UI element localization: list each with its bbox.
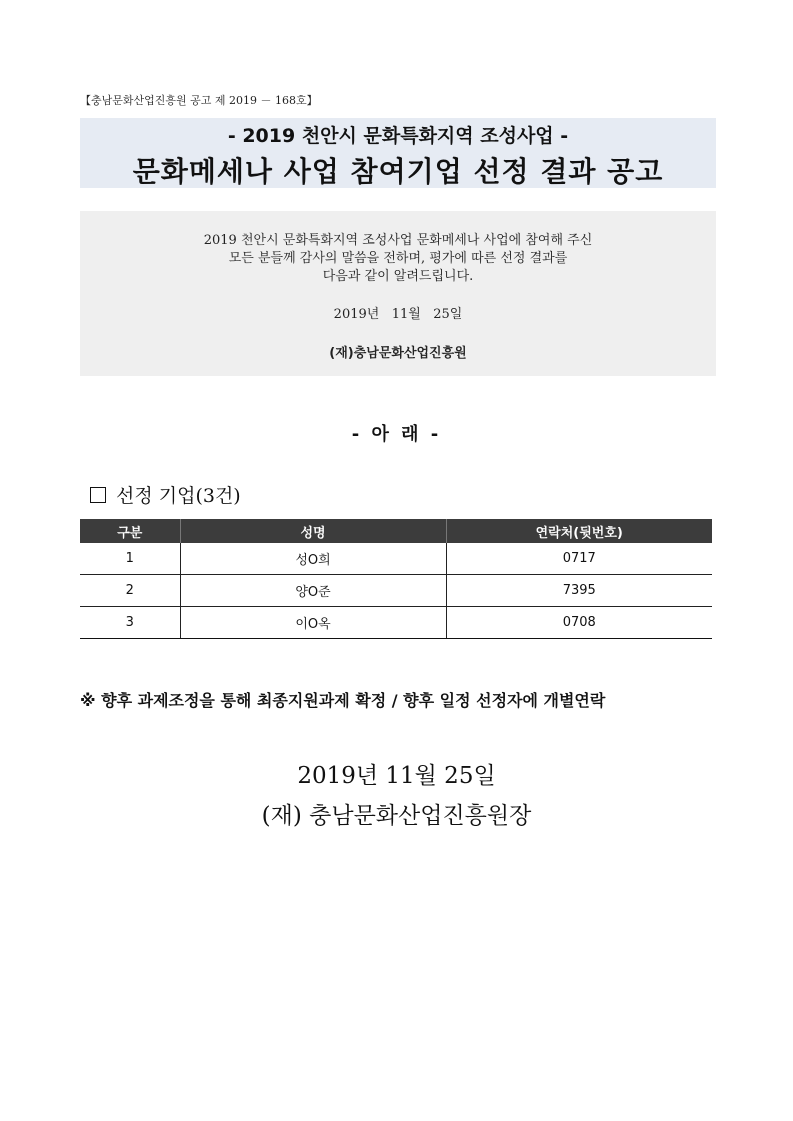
cell-number: 3 bbox=[80, 607, 180, 639]
cell-name: 양O준 bbox=[180, 575, 446, 607]
section-title bbox=[90, 481, 241, 508]
footer-date: 2019년 11월 25일 bbox=[297, 763, 496, 789]
cell-contact: 7395 bbox=[446, 575, 712, 607]
checkbox-icon bbox=[90, 487, 106, 503]
cell-number: 2 bbox=[80, 575, 180, 607]
selection-table bbox=[80, 519, 712, 639]
intro-line-2: 모든 분들께 감사의 말씀을 전하며, 평가에 따른 선정 결과를 bbox=[228, 251, 568, 266]
page-title: 문화메세나 사업 참여기업 선정 결과 공고 bbox=[132, 155, 664, 188]
table-row bbox=[80, 607, 712, 639]
title-subtitle: - 2019 천안시 문화특화지역 조성사업 - bbox=[227, 125, 569, 147]
intro-line-3: 다음과 같이 알려드립니다. bbox=[322, 269, 474, 284]
header-contact: 연락처(뒷번호) bbox=[446, 519, 712, 543]
follow-up-note: ※ 향후 과제조정을 통해 최종지원과제 확정 / 향후 일정 선정자에 개별연락 bbox=[80, 691, 606, 710]
footer-organization: (재) 충남문화산업진흥원장 bbox=[261, 803, 532, 829]
intro-line-1: 2019 천안시 문화특화지역 조성사업 문화메세나 사업에 참여해 주신 bbox=[203, 233, 593, 248]
cell-name: 이O옥 bbox=[180, 607, 446, 639]
below-heading: - 아 래 - bbox=[351, 424, 442, 445]
header-name: 성명 bbox=[180, 519, 446, 543]
title-banner bbox=[80, 118, 716, 188]
header-number: 구분 bbox=[80, 519, 180, 543]
cell-contact: 0717 bbox=[446, 543, 712, 575]
cell-number: 1 bbox=[80, 543, 180, 575]
notice-number: 【충남문화산업진흥원 공고 제 2019 － 168호】 bbox=[80, 94, 318, 107]
intro-organization: (재)충남문화산업진흥원 bbox=[329, 346, 467, 361]
intro-date: 2019년 11월 25일 bbox=[333, 307, 463, 322]
table-row bbox=[80, 575, 712, 607]
table-header-row bbox=[80, 519, 712, 543]
cell-contact: 0708 bbox=[446, 607, 712, 639]
intro-box bbox=[80, 211, 716, 376]
section-title-text: 선정 기업(3건) bbox=[116, 485, 241, 507]
cell-name: 성O희 bbox=[180, 543, 446, 575]
table-row bbox=[80, 543, 712, 575]
